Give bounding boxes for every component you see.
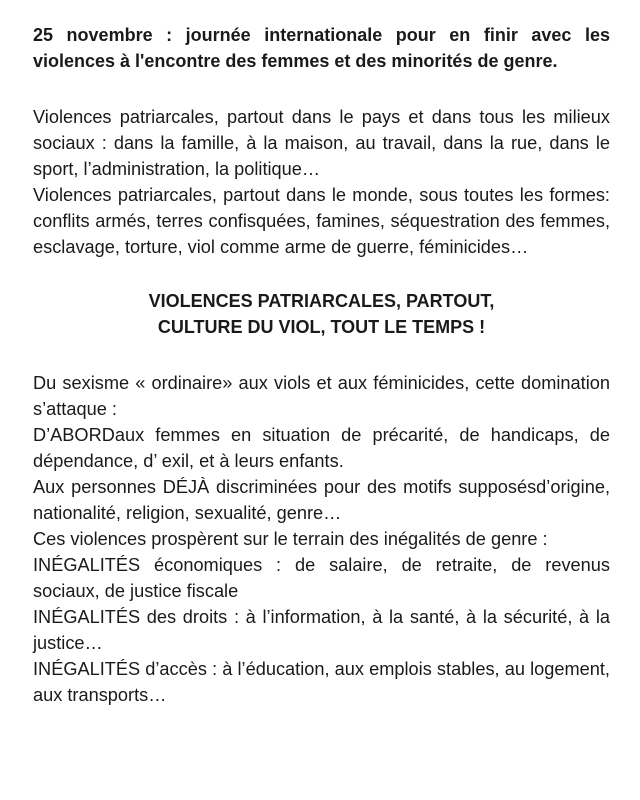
- document-page: [33, 22, 610, 708]
- intro-paragraph-1: Violences patriarcales, partout dans le pays et dans tous les milieux sociaux : dans la famille, à la maison, au travail, dans la rue, dans le sport, l’administration, la politique…: [33, 107, 610, 179]
- body-paragraph-2: D’ABORDaux femmes en situation de précarité, de handicaps, de dépendance, d’ exil, et à leurs enfants.: [33, 425, 610, 471]
- document-title: 25 novembre : journée internationale pour en finir avec les violences à l'encontre des femmes et des minorités de genre.: [33, 25, 610, 71]
- slogan-line-2: CULTURE DU VIOL, TOUT LE TEMPS !: [157, 317, 486, 337]
- intro-section: [33, 104, 610, 260]
- body-paragraph-6: INÉGALITÉS des droits : à l’information, à la santé, à la sécurité, à la justice…: [33, 607, 610, 653]
- body-paragraph-3: Aux personnes DÉJÀ discriminées pour des motifs supposésd’origine, nationalité, religion, sexualité, genre…: [33, 477, 610, 523]
- body-paragraph-7: INÉGALITÉS d’accès : à l’éducation, aux emplois stables, au logement, aux transports…: [33, 659, 610, 705]
- intro-paragraph-2: Violences patriarcales, partout dans le monde, sous toutes les formes: conflits armés, terres confisquées, famines, séquestration des femmes, esclavage, torture, viol comme arme de guerre, féminicides…: [33, 185, 610, 257]
- slogan-line-1: VIOLENCES PATRIARCALES, PARTOUT,: [148, 291, 495, 311]
- body-paragraph-4: Ces violences prospèrent sur le terrain des inégalités de genre :: [33, 529, 548, 549]
- body-paragraph-5: INÉGALITÉS économiques : de salaire, de retraite, de revenus sociaux, de justice fiscale: [33, 555, 610, 601]
- body-section: [33, 370, 610, 708]
- slogan: [33, 288, 610, 340]
- body-paragraph-1: Du sexisme « ordinaire» aux viols et aux féminicides, cette domination s’attaque :: [33, 373, 610, 419]
